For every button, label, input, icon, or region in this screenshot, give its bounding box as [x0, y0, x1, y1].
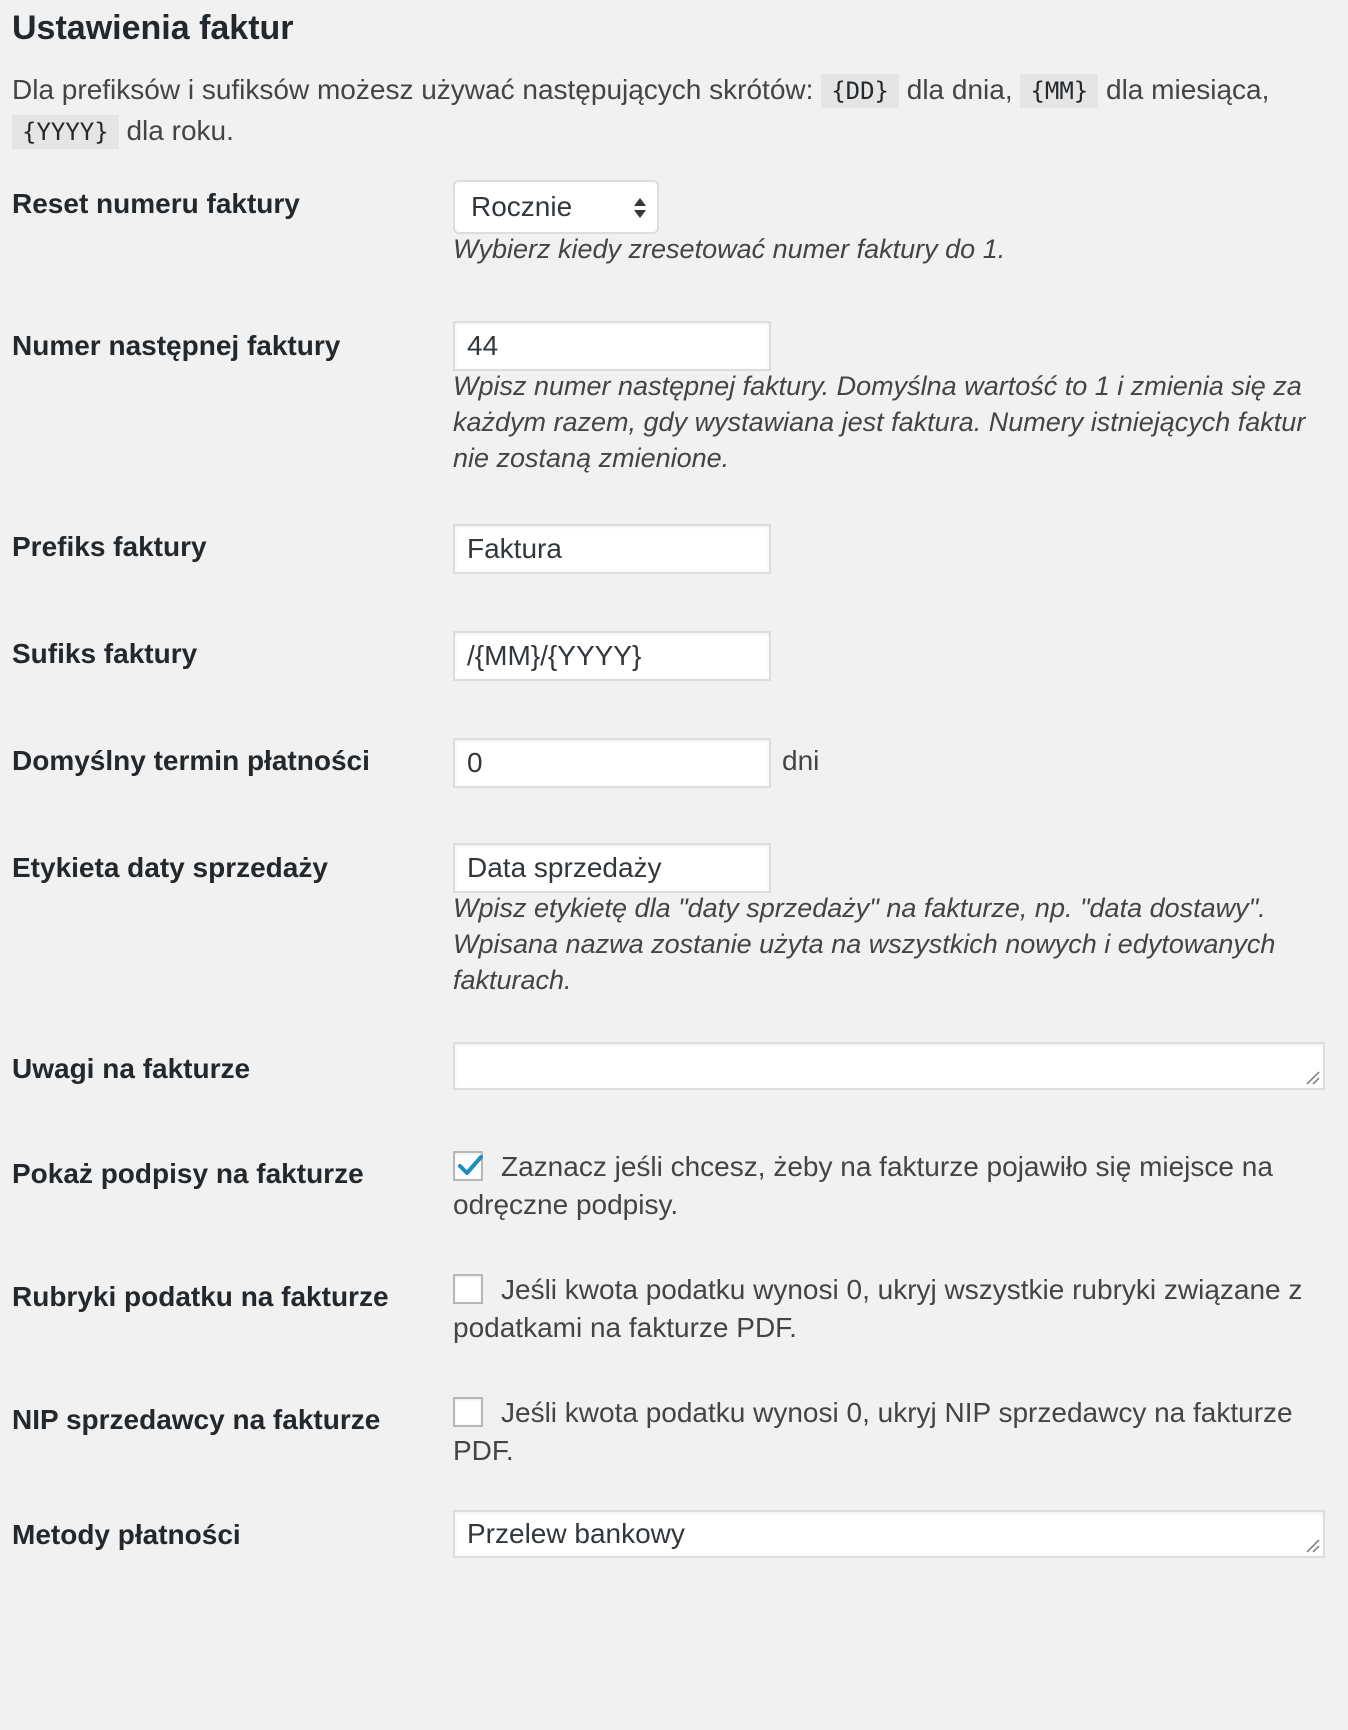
notes-field-wrap [453, 1042, 1325, 1090]
suffix-label: Sufiks faktury [12, 638, 198, 669]
resize-grip-icon[interactable] [1303, 1536, 1321, 1554]
next-number-label: Numer następnej faktury [12, 330, 341, 361]
next-number-field-wrap [453, 321, 771, 371]
page-title: Ustawienia faktur [12, 9, 294, 47]
tax-fields-label: Rubryki podatku na fakturze [12, 1281, 389, 1312]
code-year: {YYYY} [12, 115, 119, 149]
signatures-label: Pokaż podpisy na fakturze [12, 1158, 364, 1189]
prefix-input[interactable]: Faktura [453, 524, 771, 574]
reset-selected-value: Rocznie [471, 191, 573, 222]
shortcodes-intro [12, 70, 1332, 152]
sale-date-description: Wpisz etykietę dla "daty sprzedaży" na fakturze, np. "data dostawy". Wpisana nazwa zostanie użyta na wszystkich nowych i edytowanych fakturach. [453, 893, 1276, 995]
payment-term-field-wrap [453, 738, 771, 788]
seller-nip-label: NIP sprzedawcy na fakturze [12, 1404, 381, 1435]
next-number-description: Wpisz numer następnej faktury. Domyślna wartość to 1 i zmienia się za każdym razem, gdy wystawiana jest faktura. Numery istniejących faktur nie zostaną zmienione. [453, 371, 1306, 473]
suffix-input[interactable]: /{MM}/{YYYY} [453, 631, 771, 681]
suffix-field-wrap [453, 631, 771, 681]
tax-fields-text: Jeśli kwota podatku wynosi 0, ukryj wszystkie rubryki związane z podatkami na fakturze PDF. [453, 1274, 1303, 1343]
seller-nip-text: Jeśli kwota podatku wynosi 0, ukryj NIP sprzedawcy na fakturze PDF. [453, 1397, 1293, 1466]
reset-select-wrap [453, 180, 659, 234]
prefix-field-wrap [453, 524, 771, 574]
payment-term-unit: dni [782, 745, 820, 776]
code-day: {DD} [821, 74, 899, 108]
payment-term-input[interactable]: 0 [453, 738, 771, 788]
reset-select[interactable] [453, 180, 659, 234]
code-month: {MM} [1020, 74, 1098, 108]
resize-grip-icon[interactable] [1303, 1068, 1321, 1086]
intro-day-text: dla dnia, [906, 74, 1013, 105]
sale-date-input[interactable]: Data sprzedaży [453, 843, 771, 893]
notes-textarea[interactable] [453, 1042, 1325, 1090]
intro-year-text: dla roku. [126, 115, 234, 146]
payment-methods-label: Metody płatności [12, 1519, 241, 1550]
intro-month-text: dla miesiąca, [1106, 74, 1270, 105]
signatures-text: Zaznacz jeśli chcesz, żeby na fakturze pojawiło się miejsce na odręczne podpisy. [453, 1151, 1273, 1220]
payment-methods-field-wrap [453, 1510, 1325, 1558]
sale-date-field-wrap [453, 843, 771, 893]
prefix-label: Prefiks faktury [12, 531, 207, 562]
next-number-input[interactable]: 44 [453, 321, 771, 371]
intro-text: Dla prefiksów i sufiksów możesz używać następujących skrótów: [12, 74, 814, 105]
sale-date-label: Etykieta daty sprzedaży [12, 852, 328, 883]
payment-methods-textarea[interactable] [453, 1510, 1325, 1558]
select-arrows-icon [633, 194, 647, 222]
notes-label: Uwagi na fakturze [12, 1053, 251, 1084]
payment-term-label: Domyślny termin płatności [12, 745, 370, 776]
payment-methods-value: Przelew bankowy [467, 1518, 685, 1549]
reset-description: Wybierz kiedy zresetować numer faktury do 1. [453, 234, 1006, 264]
reset-label: Reset numeru faktury [12, 188, 300, 219]
